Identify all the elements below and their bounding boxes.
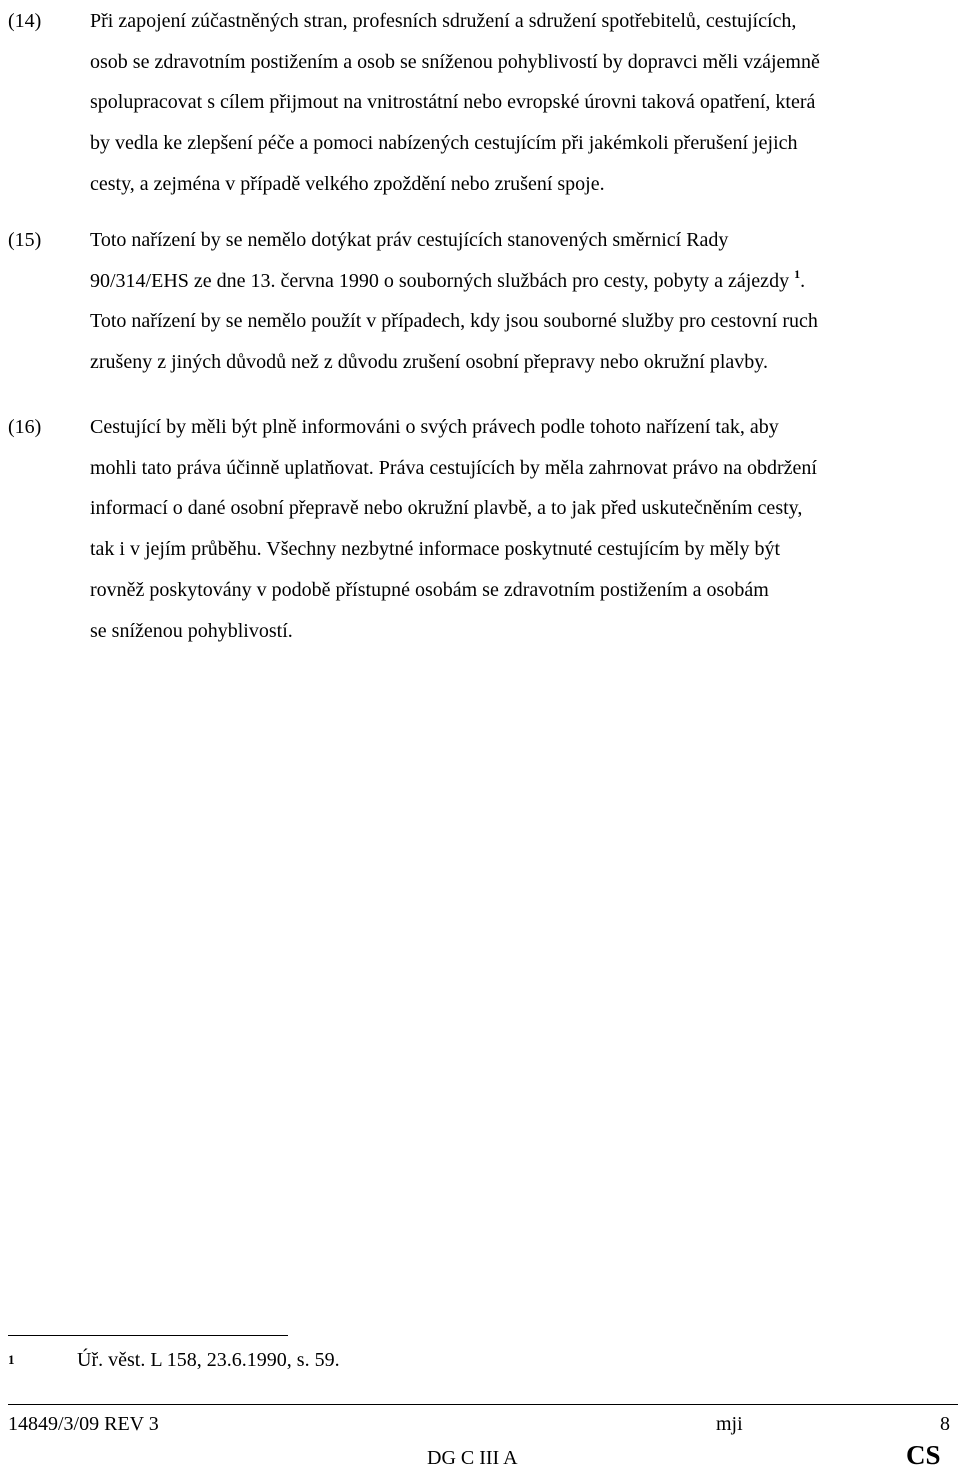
document-reference: 14849/3/09 REV 3	[8, 1413, 159, 1435]
footer-separator	[8, 1404, 958, 1405]
text-line: rovněž poskytovány v podobě přístupné osobám se zdravotním postižením a osobám	[90, 578, 769, 601]
author-initials: mji	[716, 1413, 743, 1435]
text-line-with-footnote	[90, 261, 805, 302]
recital-number: (16)	[8, 416, 42, 438]
language-code: CS	[906, 1440, 941, 1470]
text-line: se sníženou pohyblivostí.	[90, 619, 293, 642]
text-line: tak i v jejím průběhu. Všechny nezbytné informace poskytnuté cestujícím by měly být	[90, 538, 781, 561]
text-line: cesty, a zejména v případě velkého zpoždění nebo zrušení spoje.	[90, 172, 605, 195]
text-line: osob se zdravotním postižením a osob se sníženou pohyblivostí by dopravci měli vzájemně	[90, 50, 820, 73]
text-line: Cestující by měli být plně informováni o svých právech podle tohoto nařízení tak, aby	[90, 416, 779, 438]
text-line: zrušeny z jiných důvodů než z důvodu zrušení osobní přepravy nebo okružní plavby.	[90, 351, 768, 374]
text-line: Toto nařízení by se nemělo použít v případech, kdy jsou souborné služby pro cestovní ruch	[90, 310, 818, 333]
footnote-separator	[8, 1335, 288, 1336]
directorate-code: DG C III A	[427, 1447, 518, 1469]
footnote-text: Úř. věst. L 158, 23.6.1990, s. 59.	[77, 1349, 340, 1371]
text-line: .	[800, 269, 806, 292]
page-number: 8	[940, 1413, 950, 1435]
text-line: Toto nařízení by se nemělo dotýkat práv cestujících stanovených směrnicí Rady	[90, 229, 729, 251]
text-line: spolupracovat s cílem přijmout na vnitrostátní nebo evropské úrovni taková opatření, která	[90, 91, 816, 114]
footnote-reference: 1	[794, 266, 801, 281]
text-line: 90/314/EHS ze dne 13. června 1990 o souborných službách pro cesty, pobyty a zájezdy	[90, 269, 790, 292]
text-line: mohli tato práva účinně uplatňovat. Práva cestujících by měla zahrnovat právo na obdržení	[90, 456, 817, 479]
footnote-mark: 1	[8, 1352, 15, 1367]
recital-number: (14)	[8, 10, 42, 32]
text-line: informací o dané osobní přepravě nebo okružní plavbě, a to jak před uskutečněním cesty,	[90, 497, 803, 520]
recital-number: (15)	[8, 229, 42, 251]
text-line: Při zapojení zúčastněných stran, profesních sdružení a sdružení spotřebitelů, cestujících,	[90, 10, 797, 32]
text-line: by vedla ke zlepšení péče a pomoci nabízených cestujícím při jakémkoli přerušení jejich	[90, 132, 798, 155]
